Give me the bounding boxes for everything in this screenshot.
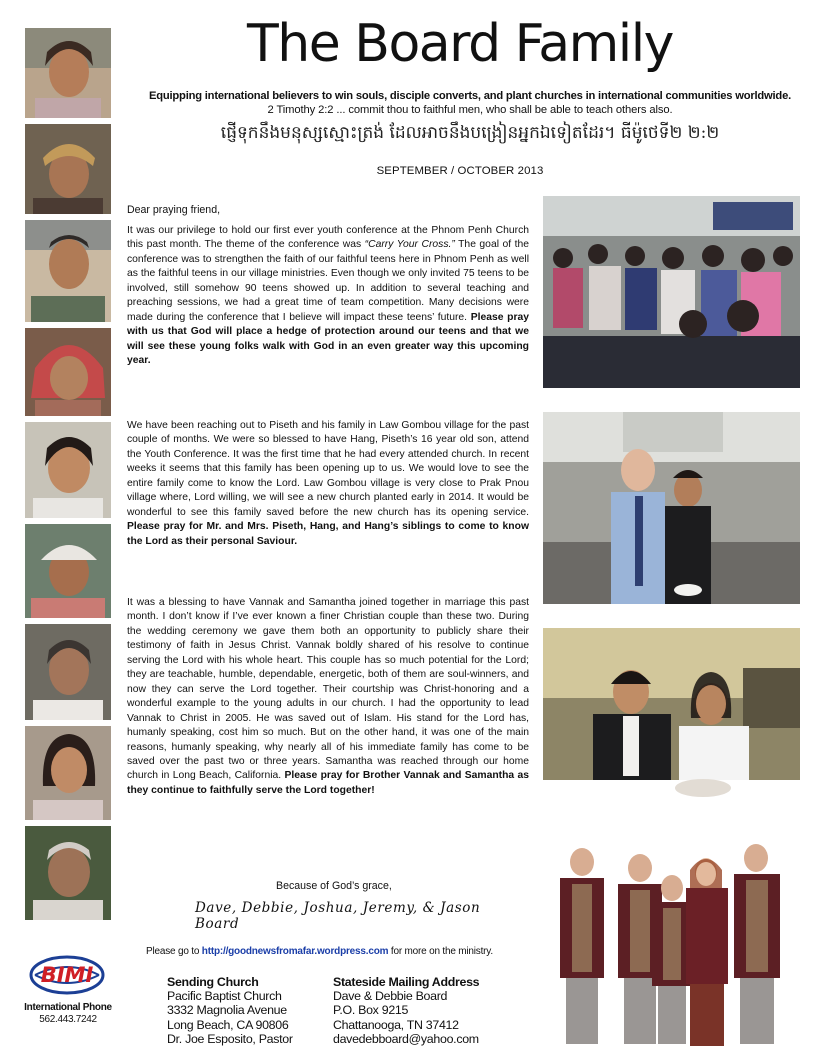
photo-dave-with-hang — [543, 412, 800, 604]
more-info-prefix: Please go to — [146, 946, 202, 957]
conference-theme: “Carry Your Cross.” — [364, 239, 455, 251]
p3-text: It was a blessing to have Vannak and Samantha joined together in marriage this past month. I don’t know if I’ve ever known a finer Christian couple than these two. During the wedding ceremony we gave them both an opportunity to publicly share their testimony of faith in Jesus Christ. Vannak boldly shared of his resolve to continue serving the Lord with his whole heart. This couple has so much potential for the Lord; they are teachable, humble, dependable, energetic, both of them are soul-winners, and now they can serve the Lord together. Their courtship was Christ-honoring and a wonderful example to the young adults in our church. I had the opportunity to lead Vannak to Christ in 2005. He was saved out of Islam. His stand for the Lord has, humanly speaking, cost him so much. But on the other hand, it was one of the main reasons, humanly speaking, why nearly all of his immediate family has come to be saved over the past two or three years. Samantha was reached through our home church in Long Beach, California. — [127, 597, 529, 782]
portrait-man — [25, 220, 111, 322]
p3-prayer-request: Please pray for Brother Vannak and Samantha as they continue to faithfully serve the Lord together! — [127, 770, 530, 796]
scripture-verse: 2 Timothy 2:2 ... commit thou to faithful men, who shall be able to teach others also. — [267, 104, 673, 116]
email-address[interactable]: davedebboard@yahoo.com — [333, 1031, 479, 1046]
mailing-address-line: Dave & Debbie Board — [333, 989, 448, 1004]
issue-date: SEPTEMBER / OCTOBER 2013 — [376, 165, 544, 177]
photo-wedding-couple — [543, 628, 800, 820]
portrait-young-woman — [25, 726, 111, 820]
paragraph-piseth-family — [127, 419, 529, 549]
photo-board-family — [530, 840, 816, 1050]
mailing-address-line: P.O. Box 9215 — [333, 1003, 409, 1018]
p1-prayer-request: Please pray with us that God will place a hedge of protection around our teens and that we will see these young folks walk with God in an even greater way this upcoming year. — [127, 311, 529, 367]
p1-text-b: The goal of the conference was to strengthen the faith of our faithful teens here in Phnom Penh as well as the faithful teens in our village ministries. Even though we only invited 75 teens to be involved, still somehow 90 teens showed up. In addition to several teaching and preaching sessions, we had a great time of team competition. Many decisions were made during the conference that I believe will impact these teens’ future. — [127, 239, 529, 323]
blog-link[interactable]: http://goodnewsfromafar.wordpress.com — [201, 946, 389, 957]
p2-text: We have been reaching out to Piseth and his family in Law Gombou village for the past couple of months. We were so blessed to have Hang, Piseth’s 16 year old son, attend the Youth Conference. It was the first time that he had every attended church. In recent weeks it seems that this family has been opening up to us. We would love to see the entire family come to know the Lord. Law Gombou village is very close to Prak Pnou village where, Lord willing, we will see a new church planted early in 2014. It would be wonderful to see this family saved before the new church has its opening service. — [127, 420, 529, 518]
signature: Dave, Debbie, Joshua, Jeremy, & Jason Board — [195, 900, 481, 932]
p2-prayer-request: Please pray for Mr. and Mrs. Piseth, Hang, and Hang’s siblings to come to know the Lord as their personal Saviour. — [127, 521, 529, 547]
closing-line: Because of God’s grace, — [276, 880, 392, 892]
portrait-man-cap — [25, 524, 111, 618]
sending-church-line: Dr. Joe Esposito, Pastor — [167, 1031, 293, 1046]
mailing-address-line: Chattanooga, TN 37412 — [333, 1017, 459, 1032]
newsletter-title: The Board Family — [247, 14, 673, 74]
photo-youth-conference — [543, 196, 800, 388]
sending-church-line: 3332 Magnolia Avenue — [167, 1003, 287, 1018]
mailing-address-header: Stateside Mailing Address — [333, 975, 480, 989]
tagline: Equipping international believers to win souls, disciple converts, and plant churches in international communities worldwide. — [148, 90, 791, 102]
sending-church — [167, 975, 293, 1046]
mailing-address — [333, 975, 479, 1046]
more-info-line — [146, 946, 493, 957]
bimi-logo-text: BIMI — [40, 963, 94, 987]
portrait-woman-hat — [25, 124, 111, 214]
sending-church-header: Sending Church — [167, 975, 259, 989]
more-info-suffix: for more on the ministry. — [388, 946, 493, 957]
phone-label: International Phone — [24, 1002, 112, 1013]
khmer-verse: ផ្ញើទុកនឹងមនុស្សស្មោះត្រង់ ដែលអាចនឹងបង្រៀនអ្នកឯទៀតដែរ។ ធីម៉ូថេទី២ ២:២ — [220, 123, 720, 143]
portrait-girl — [25, 28, 111, 118]
p1-text-a: It was our privilege to hold our first ever youth conference at the Phnom Penh Church this past month. The theme of the conference was — [127, 225, 529, 251]
bimi-logo — [27, 953, 107, 997]
greeting: Dear praying friend, — [127, 204, 221, 216]
portrait-child — [25, 422, 111, 518]
sending-church-line: Pacific Baptist Church — [167, 989, 282, 1004]
sending-church-line: Long Beach, CA 90806 — [167, 1017, 289, 1032]
portrait-woman-scarf — [25, 328, 111, 416]
paragraph-youth-conference — [127, 224, 529, 369]
paragraph-wedding — [127, 596, 529, 798]
portrait-old-woman — [25, 826, 111, 920]
international-phone — [20, 1002, 116, 1026]
phone-number: 562.443.7242 — [39, 1014, 97, 1025]
portrait-elderly-woman — [25, 624, 111, 720]
